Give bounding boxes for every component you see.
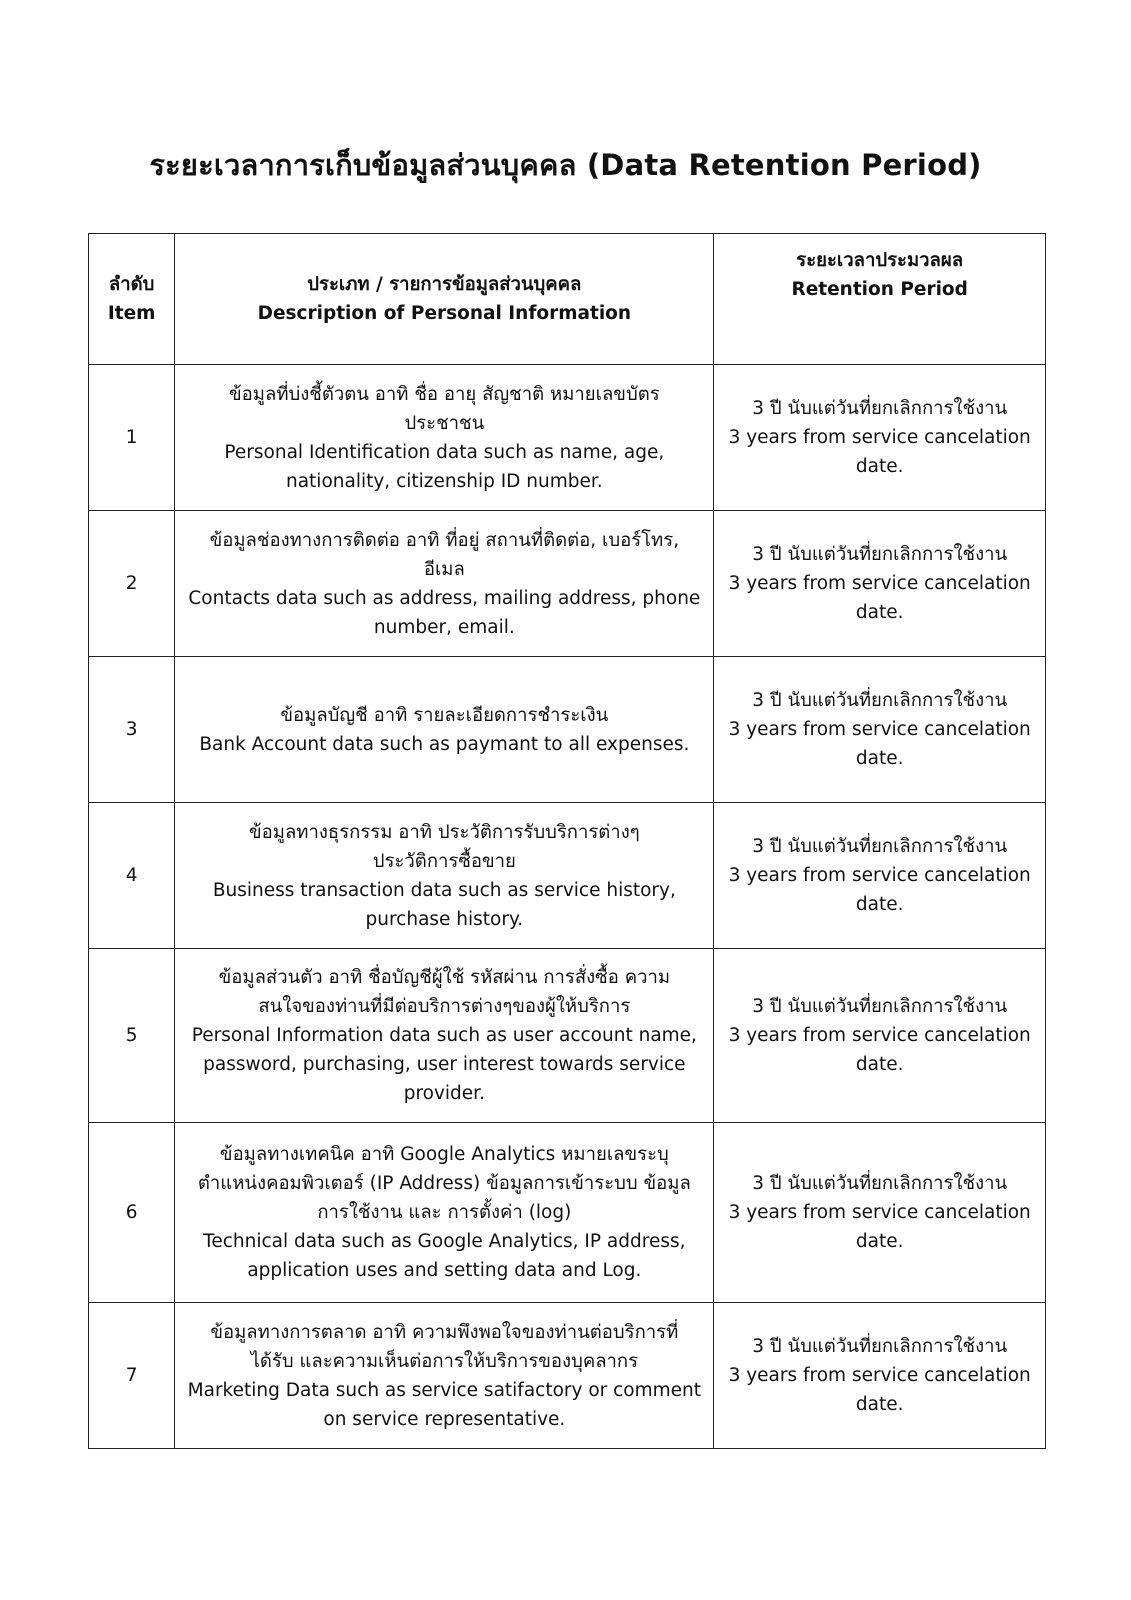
header-description-th: ประเภท / รายการข้อมูลส่วนบุคคล	[307, 274, 582, 295]
description-line: ข้อมูลช่องทางการติดต่อ อาทิ ที่อยู่ สถานที่ติดต่อ, เบอร์โทร,	[209, 529, 680, 551]
row-item-number: 5	[89, 949, 175, 1123]
row-retention-period	[714, 511, 1046, 657]
description-line: ข้อมูลทางธุรกรรม อาทิ ประวัติการรับบริการต่างๆ	[249, 821, 640, 843]
page-title: ระยะเวลาการเก็บข้อมูลส่วนบุคคล (Data Retention Period)	[149, 148, 982, 182]
row-description	[175, 511, 714, 657]
row-item-number: 3	[89, 657, 175, 803]
description-line: Business transaction data such as service history,	[212, 879, 676, 901]
retention-line: date.	[855, 894, 904, 915]
row-description	[175, 1123, 714, 1303]
description-line: อีเมล	[423, 558, 465, 580]
header-retention-th: ระยะเวลาประมวลผล	[796, 250, 964, 271]
header-item-th: ลำดับ	[108, 274, 155, 295]
description-line: ได้รับ และความเห็นต่อการให้บริการของบุคลากร	[250, 1350, 639, 1372]
row-description	[175, 803, 714, 949]
retention-line: 3 ปี นับแต่วันที่ยกเลิกการใช้งาน	[752, 398, 1008, 419]
description-line: สนใจของท่านที่มีต่อบริการต่างๆของผู้ให้บริการ	[258, 996, 631, 1017]
description-line: number, email.	[373, 616, 515, 638]
description-line: purchase history.	[365, 908, 524, 930]
table-row	[89, 511, 1046, 657]
description-line: password, purchasing, user interest towards service	[203, 1054, 686, 1075]
retention-line: date.	[855, 1054, 904, 1075]
table-header-row	[89, 234, 1046, 365]
description-line: Marketing Data such as service satifactory or comment	[187, 1379, 702, 1401]
description-line: ข้อมูลทางเทคนิค อาทิ Google Analytics หมายเลขระบุ	[219, 1144, 669, 1165]
retention-line: 3 years from service cancelation	[728, 1365, 1031, 1386]
row-retention-period	[714, 657, 1046, 803]
description-line: Technical data such as Google Analytics, IP address,	[203, 1231, 686, 1252]
table-row	[89, 365, 1046, 511]
description-line: ข้อมูลที่บ่งชี้ตัวตน อาทิ ชื่อ อายุ สัญชาติ หมายเลขบัตร	[229, 383, 660, 405]
table-row	[89, 657, 1046, 803]
row-retention-period	[714, 1123, 1046, 1303]
retention-line: date.	[855, 602, 904, 623]
description-line: application uses and setting data and Log.	[247, 1260, 642, 1281]
table-row	[89, 1303, 1046, 1449]
description-line: การใช้งาน และ การตั้งค่า (log)	[317, 1202, 572, 1223]
row-retention-period	[714, 1303, 1046, 1449]
retention-line: 3 years from service cancelation	[728, 1202, 1031, 1223]
retention-line: date.	[855, 1394, 904, 1415]
description-line: on service representative.	[323, 1408, 566, 1430]
table-row	[89, 803, 1046, 949]
retention-line: 3 ปี นับแต่วันที่ยกเลิกการใช้งาน	[752, 544, 1008, 565]
row-retention-period	[714, 949, 1046, 1123]
description-line: Bank Account data such as paymant to all expenses.	[199, 733, 690, 755]
header-description	[175, 234, 714, 365]
description-line: nationality, citizenship ID number.	[285, 470, 603, 492]
row-description	[175, 1303, 714, 1449]
header-retention	[714, 234, 1046, 365]
row-item-number: 1	[89, 365, 175, 511]
description-line: ประชาชน	[404, 412, 485, 434]
row-description	[175, 365, 714, 511]
header-description-en: Description of Personal Information	[257, 303, 632, 324]
description-line: ประวัติการซื้อขาย	[372, 850, 516, 872]
table-row	[89, 1123, 1046, 1303]
retention-line: 3 years from service cancelation	[728, 719, 1031, 740]
table-row	[89, 949, 1046, 1123]
row-item-number: 7	[89, 1303, 175, 1449]
retention-line: date.	[855, 1231, 904, 1252]
retention-line: 3 ปี นับแต่วันที่ยกเลิกการใช้งาน	[752, 1336, 1008, 1357]
row-retention-period	[714, 803, 1046, 949]
retention-line: 3 years from service cancelation	[728, 573, 1031, 594]
retention-line: 3 years from service cancelation	[728, 427, 1031, 448]
retention-line: 3 ปี นับแต่วันที่ยกเลิกการใช้งาน	[752, 996, 1008, 1017]
header-item-en: Item	[107, 303, 156, 324]
description-line: ตำแหน่งคอมพิวเตอร์ (IP Address) ข้อมูลการเข้าระบบ ข้อมูล	[197, 1173, 691, 1194]
description-line: ข้อมูลทางการตลาด อาทิ ความพึงพอใจของท่านต่อบริการที่	[210, 1321, 679, 1343]
row-item-number: 6	[89, 1123, 175, 1303]
row-description	[175, 657, 714, 803]
description-line: Contacts data such as address, mailing address, phone	[188, 587, 701, 609]
retention-line: 3 years from service cancelation	[728, 1025, 1031, 1046]
retention-line: 3 ปี นับแต่วันที่ยกเลิกการใช้งาน	[752, 690, 1008, 711]
row-retention-period	[714, 365, 1046, 511]
row-description	[175, 949, 714, 1123]
retention-table	[88, 233, 1046, 1449]
row-item-number: 4	[89, 803, 175, 949]
retention-line: date.	[855, 456, 904, 477]
retention-line: date.	[855, 748, 904, 769]
retention-line: 3 years from service cancelation	[728, 865, 1031, 886]
retention-line: 3 ปี นับแต่วันที่ยกเลิกการใช้งาน	[752, 836, 1008, 857]
header-item	[89, 234, 175, 365]
retention-line: 3 ปี นับแต่วันที่ยกเลิกการใช้งาน	[752, 1173, 1008, 1194]
row-item-number: 2	[89, 511, 175, 657]
description-line: ข้อมูลบัญชี อาทิ รายละเอียดการชำระเงิน	[280, 704, 609, 726]
description-line: ข้อมูลส่วนตัว อาทิ ชื่อบัญชีผู้ใช้ รหัสผ่าน การสั่งซื้อ ความ	[218, 967, 671, 988]
header-retention-en: Retention Period	[791, 279, 968, 300]
description-line: Personal Identification data such as name, age,	[224, 441, 665, 463]
description-line: Personal Information data such as user account name,	[191, 1025, 697, 1046]
description-line: provider.	[403, 1083, 485, 1104]
